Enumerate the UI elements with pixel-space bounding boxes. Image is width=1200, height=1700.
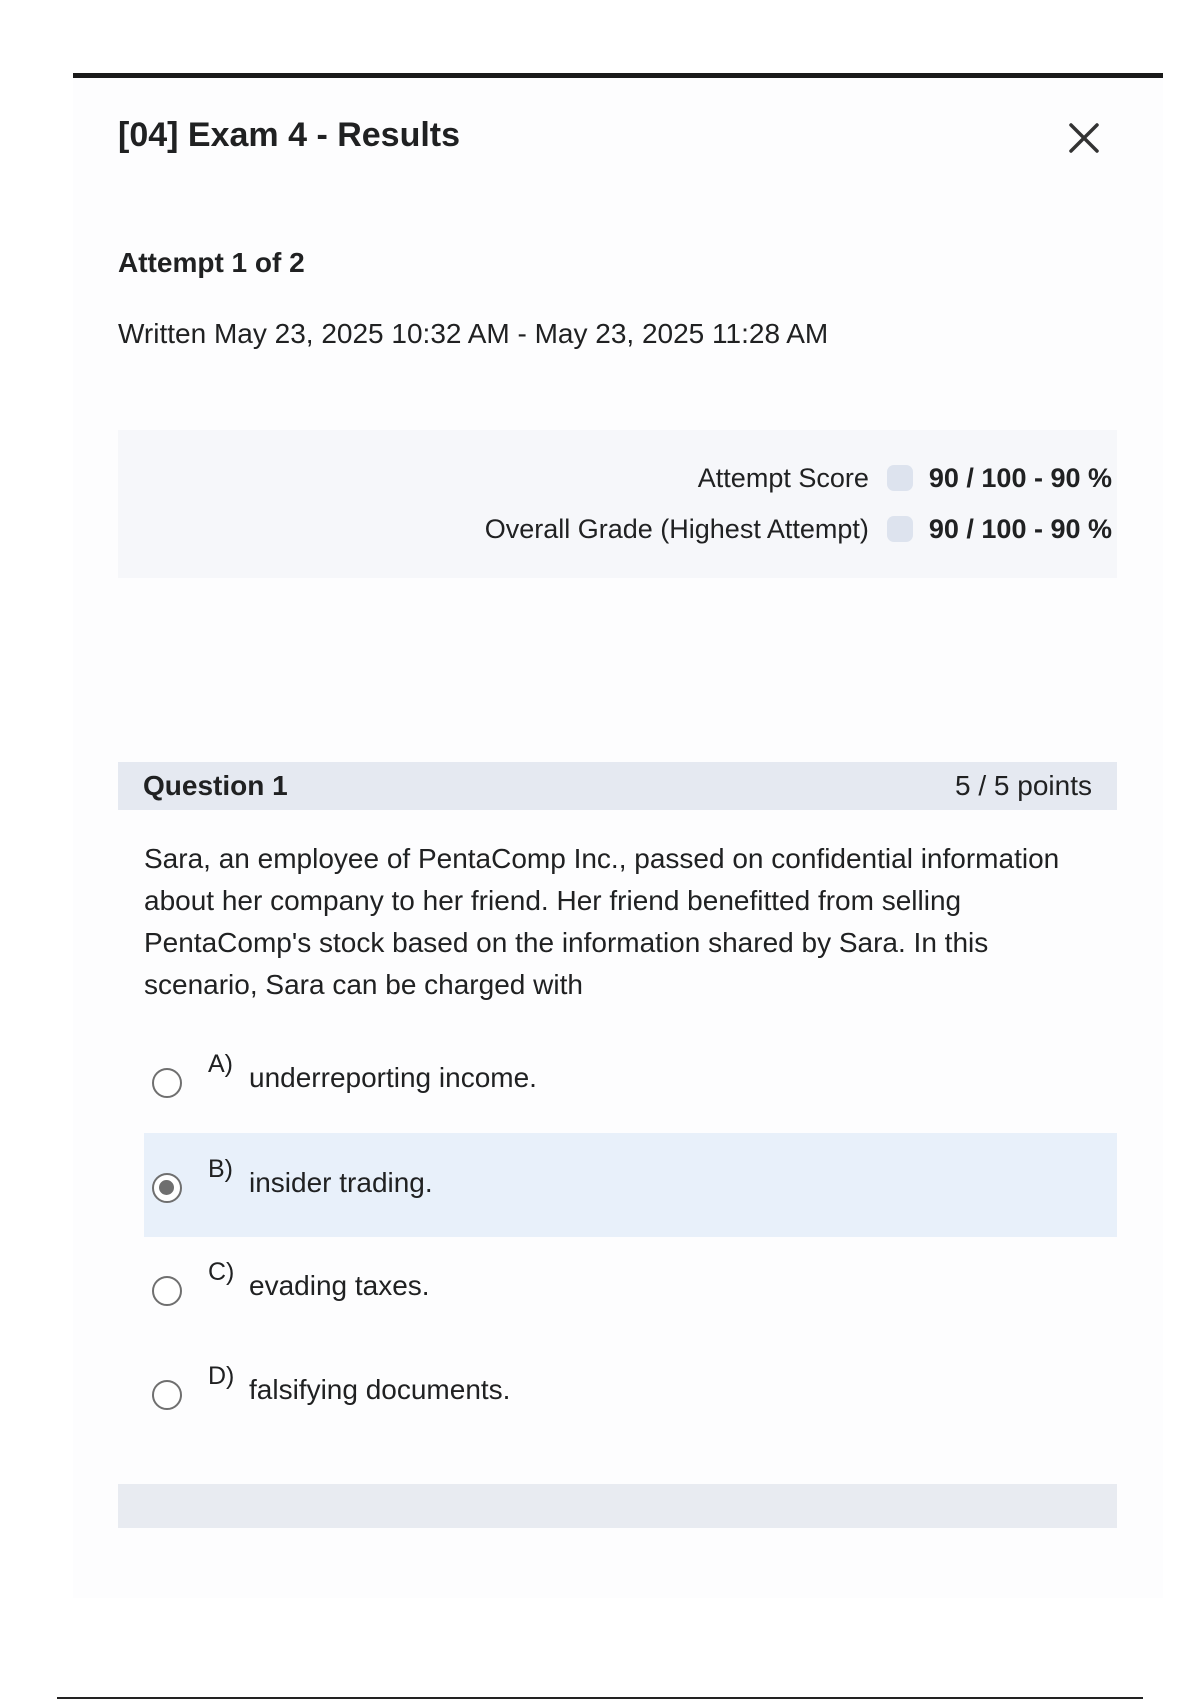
option-text: underreporting income. bbox=[249, 1062, 537, 1093]
question-points: 5 / 5 points bbox=[955, 770, 1092, 801]
option-letter: C) bbox=[208, 1258, 235, 1286]
attempt-score-value: 90 / 100 - 90 % bbox=[928, 462, 1112, 493]
score-summary bbox=[118, 430, 1117, 578]
question-text: Sara, an employee of PentaComp Inc., passed on confidential information about her company to her friend. Her friend benefitted from selling PentaComp's stock based on the information shared by Sara. In this scenario, Sara can be charged with bbox=[144, 843, 1060, 1000]
radio-button[interactable] bbox=[152, 1380, 182, 1410]
score-swatch-icon bbox=[887, 516, 913, 542]
option-text: falsifying documents. bbox=[249, 1374, 511, 1405]
overall-grade-value: 90 / 100 - 90 % bbox=[928, 513, 1112, 544]
written-timestamp: Written May 23, 2025 10:32 AM - May 23, 2025 11:28 AM bbox=[118, 318, 829, 349]
attempt-score-label: Attempt Score bbox=[697, 462, 869, 493]
answer-option-b[interactable] bbox=[144, 1133, 1117, 1237]
bottom-divider bbox=[57, 1697, 1143, 1699]
radio-button[interactable] bbox=[152, 1068, 182, 1098]
radio-button-selected[interactable] bbox=[152, 1173, 182, 1203]
option-letter: A) bbox=[208, 1050, 233, 1078]
option-text: insider trading. bbox=[249, 1167, 433, 1198]
close-button[interactable] bbox=[1066, 120, 1102, 156]
radio-button[interactable] bbox=[152, 1276, 182, 1306]
attempt-score-row bbox=[698, 460, 1112, 496]
answer-option-a[interactable] bbox=[144, 1028, 1117, 1132]
overall-grade-label: Overall Grade (Highest Attempt) bbox=[484, 513, 869, 544]
question-title: Question 1 bbox=[143, 770, 288, 801]
answer-option-d[interactable] bbox=[144, 1340, 1117, 1444]
close-icon bbox=[1066, 120, 1102, 156]
answer-option-c[interactable] bbox=[144, 1236, 1117, 1340]
dialog-title: [04] Exam 4 - Results bbox=[118, 116, 461, 154]
option-text: evading taxes. bbox=[249, 1270, 430, 1301]
question-header bbox=[118, 762, 1117, 810]
question-footer-bar bbox=[118, 1484, 1117, 1528]
attempt-heading: Attempt 1 of 2 bbox=[118, 247, 305, 278]
option-letter: D) bbox=[208, 1362, 235, 1390]
score-swatch-icon bbox=[887, 465, 913, 491]
overall-grade-row bbox=[485, 511, 1112, 547]
option-letter: B) bbox=[208, 1155, 233, 1183]
